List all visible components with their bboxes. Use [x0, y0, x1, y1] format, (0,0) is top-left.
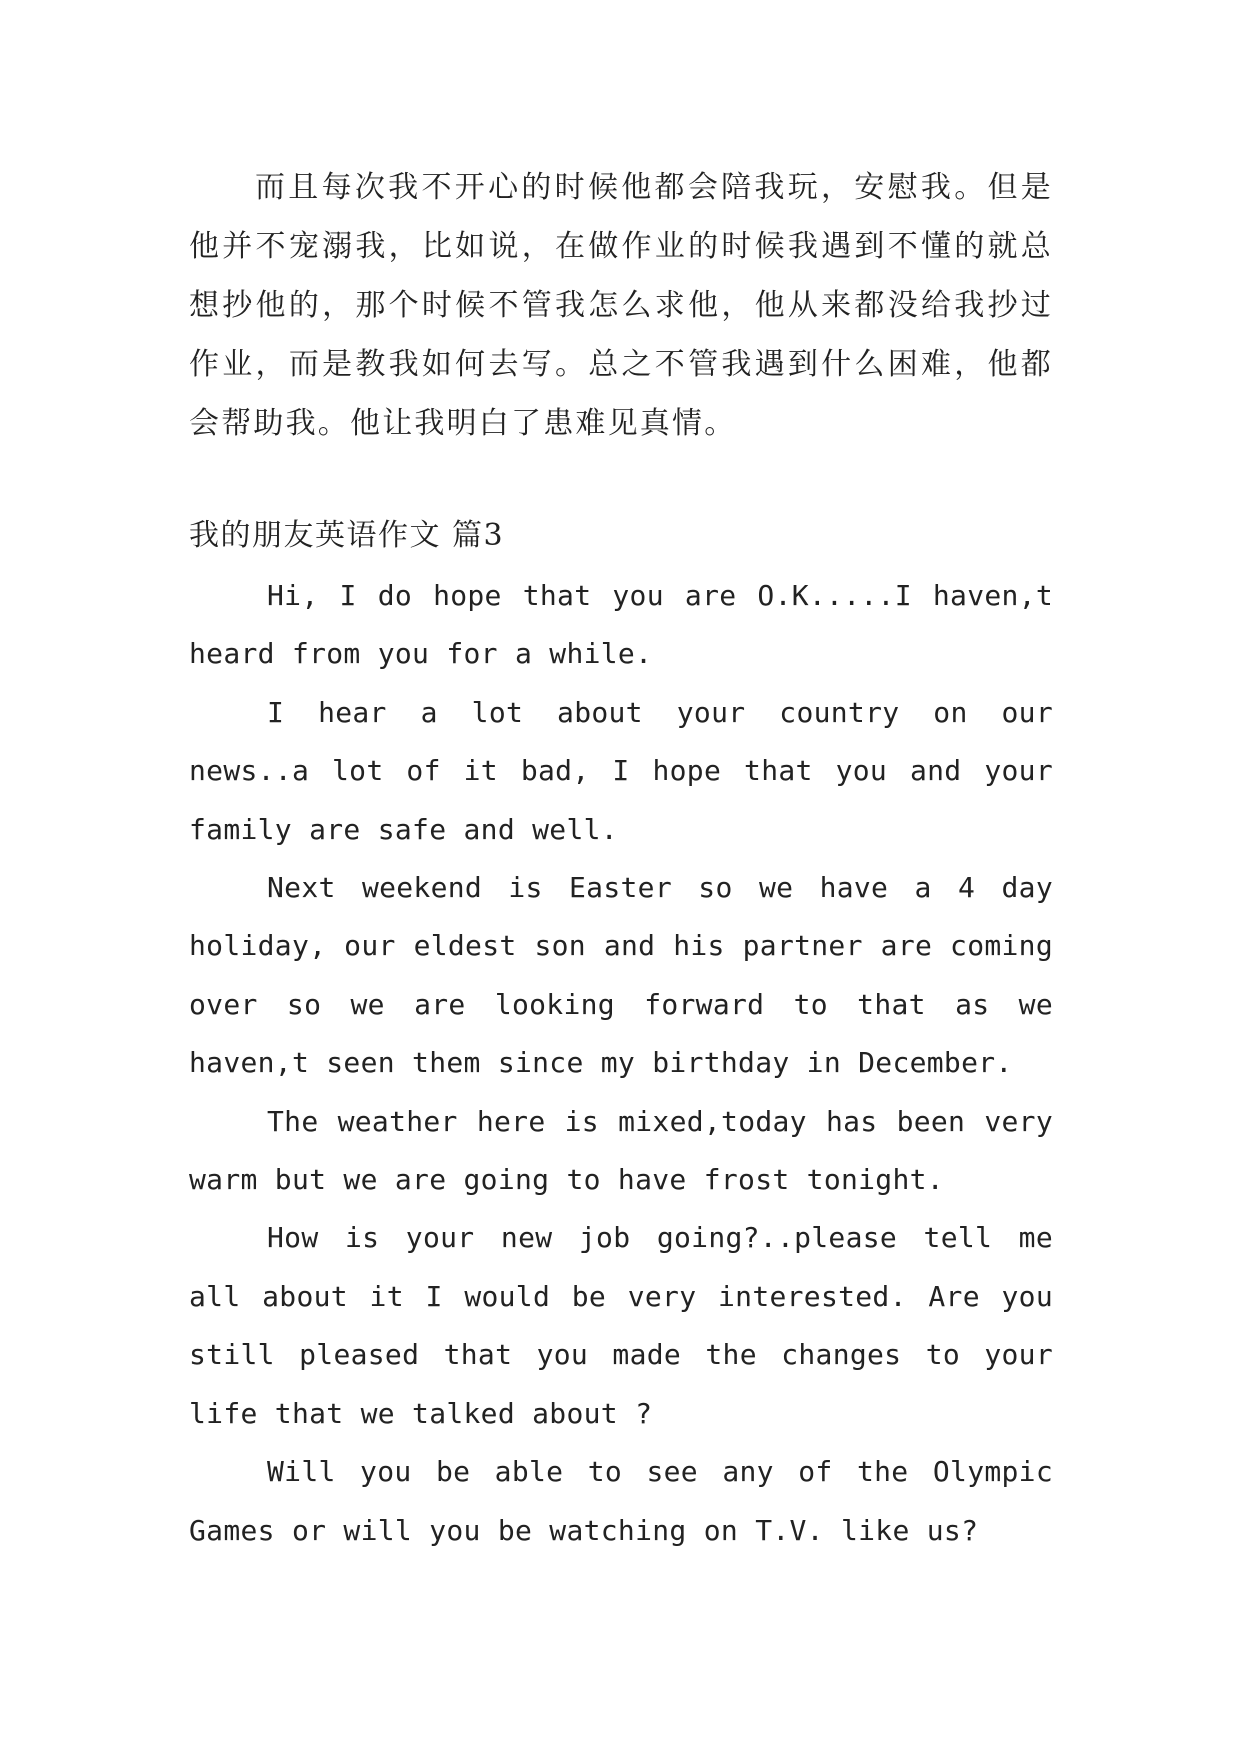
paragraph: Next weekend is Easter so we have a 4 day holiday, our eldest son and his partner are coming over so we are looking forward to that as we haven,t seen them since my birthday in December. — [189, 871, 1053, 1080]
paragraph: The weather here is mixed,today has been very warm but we are going to have frost tonight. — [189, 1104, 1053, 1197]
paragraph: Hi, I do hope that you are O.K.....I haven,t heard from you for a while. — [189, 579, 1053, 671]
paragraph: Will you be able to see any of the Olympic Games or will you be watching on T.V. like us? — [189, 1455, 1053, 1547]
body-text-english — [189, 567, 1053, 1560]
paragraph: How is your new job going?..please tell me all about it I would be very interested. Are you still pleased that you made the changes to your life that we talked about ? — [189, 1221, 1053, 1430]
body-text-chinese — [189, 158, 1053, 453]
paragraph: 而且每次我不开心的时候他都会陪我玩，安慰我。但是他并不宠溺我，比如说，在做作业的时候我遇到不懂的就总想抄他的，那个时候不管我怎么求他，他从来都没给我抄过作业，而是教我如何去写。总之不管我遇到什么困难，他都会帮助我。他让我明白了患难见真情。 — [189, 170, 1053, 441]
paragraph: I hear a lot about your country on our news..a lot of it bad, I hope that you and your family are safe and well. — [189, 695, 1053, 846]
section-heading: 我的朋友英语作文 篇3 — [189, 518, 505, 553]
